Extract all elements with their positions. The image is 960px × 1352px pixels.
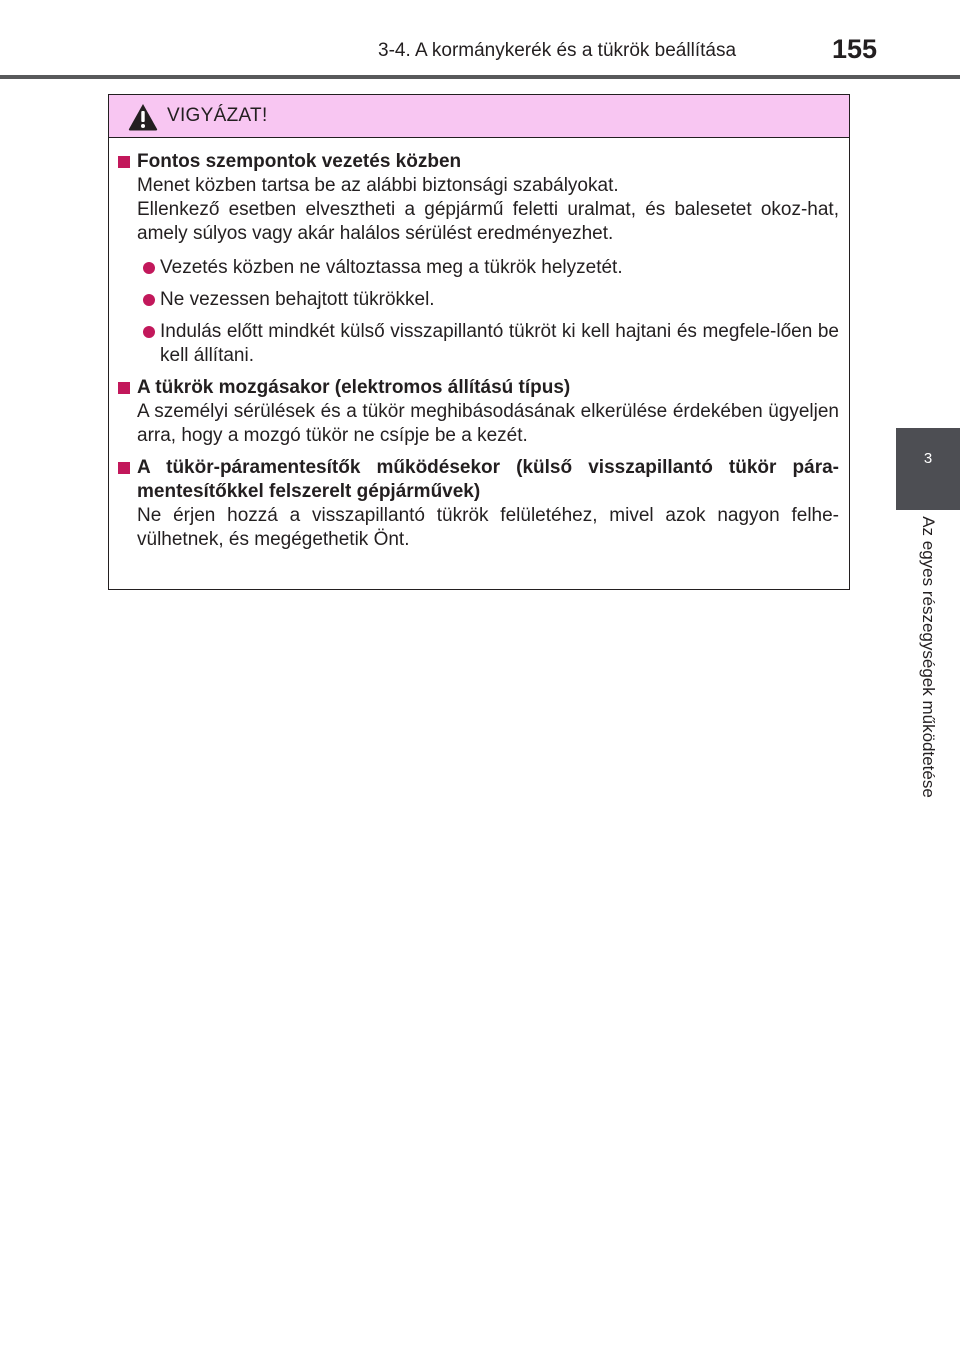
- paragraph: A személyi sérülések és a tükör meghibásodásának elkerülése érdekében ügyeljen arra, hogy a mozgó tükör ne csípje be a kezét.: [137, 401, 839, 446]
- list-item-text: Indulás előtt mindkét külső visszapillantó tükröt ki kell hajtani és megfele-lően be kell állítani.: [160, 321, 839, 366]
- section-heading: [116, 376, 839, 400]
- list-item: [137, 256, 839, 280]
- warning-title: VIGYÁZAT!: [167, 105, 268, 126]
- square-bullet-icon: [118, 156, 130, 168]
- header-divider: [0, 75, 960, 79]
- chapter-label-container: [896, 516, 960, 846]
- paragraph: Ellenkező esetben elvesztheti a gépjármű feletti uralmat, és balesetet okoz-hat, amely súlyos vagy akár halálos sérülést eredményezhet.: [137, 199, 839, 244]
- bullet-list: [137, 256, 839, 368]
- warning-section: [116, 150, 839, 368]
- page-header-title: 3-4. A kormánykerék és a tükrök beállítása: [378, 40, 737, 61]
- section-heading-text: A tükrök mozgásakor (elektromos állítású típus): [137, 377, 571, 398]
- warning-section: [116, 376, 839, 448]
- section-heading-text: Fontos szempontok vezetés közben: [137, 151, 462, 172]
- section-heading-text: A tükör-páramentesítők működésekor (külső visszapillantó tükör pára-mentesítőkkel felszerelt gépjárművek): [137, 457, 839, 502]
- section-heading: [116, 456, 839, 504]
- warning-section: [116, 456, 839, 552]
- chapter-label: Az egyes részegységek működtetése: [919, 516, 938, 798]
- warning-header: [109, 95, 849, 138]
- section-body: [137, 174, 839, 368]
- list-item: [137, 288, 839, 312]
- list-item: [137, 320, 839, 368]
- section-heading: [116, 150, 839, 174]
- list-item-text: Ne vezessen behajtott tükrökkel.: [160, 289, 435, 310]
- chapter-number: 3: [923, 450, 933, 467]
- warning-body: [109, 138, 849, 552]
- round-bullet-icon: [143, 262, 155, 274]
- square-bullet-icon: [118, 462, 130, 474]
- section-body: [137, 504, 839, 552]
- chapter-tab: [896, 428, 960, 510]
- round-bullet-icon: [143, 294, 155, 306]
- page-number: 155: [832, 34, 878, 64]
- section-body: [137, 400, 839, 448]
- warning-triangle-icon: [127, 102, 159, 132]
- square-bullet-icon: [118, 382, 130, 394]
- list-item-text: Vezetés közben ne változtassa meg a tükrök helyzetét.: [160, 257, 623, 278]
- round-bullet-icon: [143, 326, 155, 338]
- warning-box: [108, 94, 850, 590]
- paragraph: Menet közben tartsa be az alábbi biztonsági szabályokat.: [137, 175, 619, 196]
- paragraph: Ne érjen hozzá a visszapillantó tükrök felületéhez, mivel azok nagyon felhe-vülhetnek, és megégethetik Önt.: [137, 505, 839, 550]
